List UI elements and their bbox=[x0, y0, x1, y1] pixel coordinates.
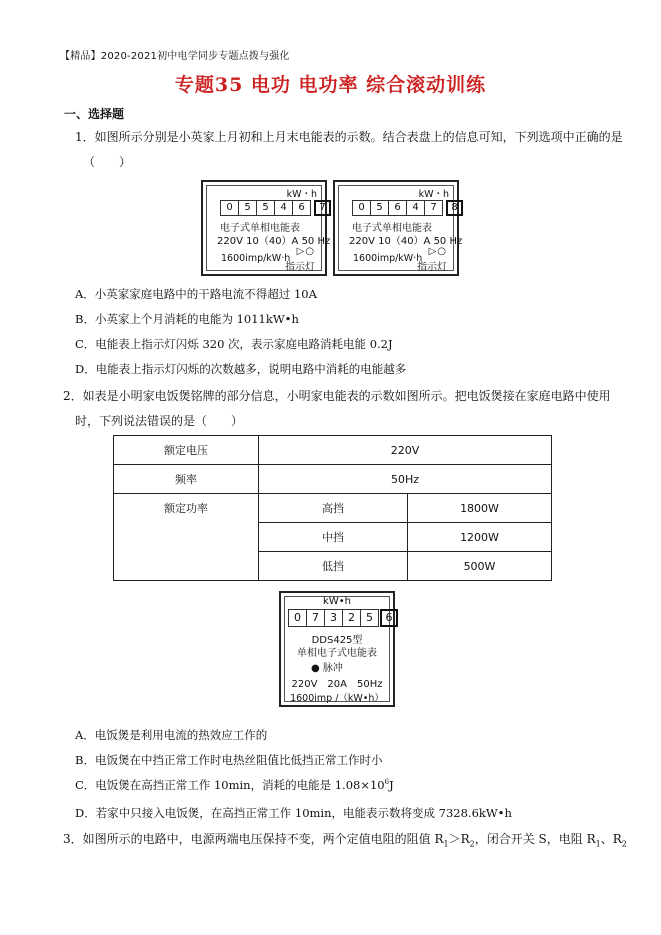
table-cell: 50Hz bbox=[259, 465, 552, 494]
meter-unit: kW・h bbox=[286, 189, 317, 200]
table-cell: 中挡 bbox=[259, 523, 408, 552]
meter-spec: 220V 10（40）A 50 Hz bbox=[217, 236, 331, 247]
q3-part: ＞R bbox=[448, 832, 470, 846]
question-3-text bbox=[63, 830, 627, 853]
table-cell: 220V bbox=[259, 436, 552, 465]
q3-sub: 2 bbox=[621, 839, 627, 849]
q3-part: 、R bbox=[600, 832, 622, 846]
meter-name: 电子式单相电能表 bbox=[220, 223, 300, 234]
option-c-text: C．电饭煲在高挡正常工作 10min，消耗的电能是 1.08×10 bbox=[75, 778, 385, 792]
q3-sub: 2 bbox=[469, 839, 475, 849]
table-row bbox=[114, 494, 552, 523]
question-1-text: 1．如图所示分别是小英家上月初和上月末电能表的示数。结合表盘上的信息可知，下列选项中正确的是 bbox=[75, 130, 623, 144]
question-1-option-b: B．小英家上个月消耗的电能为 1011kW•h bbox=[75, 312, 299, 326]
meter-digit-decimal: 7 bbox=[314, 200, 331, 216]
rice-cooker-spec-table bbox=[113, 435, 552, 581]
indicator-label: 指示灯 bbox=[417, 262, 447, 273]
option-c-unit: J bbox=[389, 778, 394, 792]
meter-imp: 1600imp /（kW•h） bbox=[290, 693, 384, 704]
meter-digit: 5 bbox=[256, 200, 275, 216]
meter-digit: 0 bbox=[220, 200, 239, 216]
q3-part: 3．如图所示的电路中，电源两端电压保持不变，两个定值电阻的阻值 R bbox=[63, 832, 444, 846]
question-1-option-c: C．电能表上指示灯闪烁 320 次，表示家庭电路消耗电能 0.2J bbox=[75, 337, 393, 351]
option-c-superscript: 6 bbox=[384, 778, 390, 787]
meter-digit: 6 bbox=[388, 200, 407, 216]
meter-digit: 5 bbox=[370, 200, 389, 216]
meter-digits bbox=[352, 200, 462, 216]
electric-meter-q2 bbox=[279, 591, 395, 707]
meter-digits bbox=[220, 200, 330, 216]
table-cell: 低挡 bbox=[259, 552, 408, 581]
meter-digit: 3 bbox=[324, 609, 343, 627]
meter-digit: 4 bbox=[406, 200, 425, 216]
table-cell: 1200W bbox=[408, 523, 552, 552]
question-2-option-d: D．若家中只接入电饭煲，在高挡正常工作 10min，电能表示数将变成 7328.6kW•h bbox=[75, 806, 512, 820]
table-row bbox=[114, 436, 552, 465]
table-cell: 频率 bbox=[114, 465, 259, 494]
table-cell: 额定电压 bbox=[114, 436, 259, 465]
question-1-option-d: D．电能表上指示灯闪烁的次数越多，说明电路中消耗的电能越多 bbox=[75, 362, 407, 376]
meter-digit: 7 bbox=[306, 609, 325, 627]
table-cell: 1800W bbox=[408, 494, 552, 523]
meter-digit: 5 bbox=[238, 200, 257, 216]
meter-digit: 5 bbox=[360, 609, 379, 627]
table-cell: 500W bbox=[408, 552, 552, 581]
meter-imp: 1600imp/kW·h bbox=[353, 253, 423, 264]
electric-meter-end bbox=[333, 180, 463, 276]
question-2-text-cont: 时，下列说法错误的是（ ） bbox=[75, 414, 244, 428]
question-1-blank: （ ） bbox=[83, 155, 132, 169]
indicator-light-icon: ▷○ bbox=[428, 246, 447, 257]
meter-unit: kW・h bbox=[418, 189, 449, 200]
meter-digit: 0 bbox=[352, 200, 371, 216]
table-row bbox=[114, 465, 552, 494]
meter-spec: 220V 10（40）A 50 Hz bbox=[349, 236, 463, 247]
question-2-option-a: A．电饭煲是利用电流的热效应工作的 bbox=[75, 728, 268, 742]
meter-model: DDS425型 bbox=[311, 635, 363, 646]
meter-spec: 220V 20A 50Hz bbox=[291, 679, 383, 690]
question-2-text: 2．如表是小明家电饭煲铭牌的部分信息，小明家电能表的示数如图所示。把电饭煲接在家庭电路中使用 bbox=[63, 389, 611, 403]
page-title: 专题35 电功 电功率 综合滚动训练 bbox=[174, 74, 487, 96]
meter-name: 单相电子式电能表 bbox=[297, 648, 377, 659]
meter-unit: kW•h bbox=[323, 596, 351, 607]
section-heading: 一、选择题 bbox=[64, 107, 125, 121]
meter-digit: 6 bbox=[292, 200, 311, 216]
meter-digit-decimal: 6 bbox=[380, 609, 398, 627]
doc-header: 【精品】2020-2021初中电学同步专题点拨与强化 bbox=[60, 51, 290, 62]
q3-sub: 1 bbox=[443, 839, 449, 849]
meter-digit: 2 bbox=[342, 609, 361, 627]
q3-part: ，闭合开关 S，电阻 R bbox=[474, 832, 596, 846]
question-1-option-a: A．小英家家庭电路中的干路电流不得超过 10A bbox=[75, 287, 317, 301]
meter-digit: 7 bbox=[424, 200, 443, 216]
electric-meter-start bbox=[201, 180, 331, 276]
meter-digit: 4 bbox=[274, 200, 293, 216]
meter-digit: 0 bbox=[288, 609, 307, 627]
q3-sub: 1 bbox=[595, 839, 601, 849]
meter-pulse: ● 脉冲 bbox=[311, 663, 343, 674]
meter-digits bbox=[288, 609, 397, 627]
meter-imp: 1600imp/kW·h bbox=[221, 253, 291, 264]
meter-digit-decimal: 8 bbox=[446, 200, 463, 216]
table-cell: 高挡 bbox=[259, 494, 408, 523]
indicator-label: 指示灯 bbox=[285, 262, 315, 273]
indicator-light-icon: ▷○ bbox=[296, 246, 315, 257]
meter-name: 电子式单相电能表 bbox=[352, 223, 432, 234]
table-cell: 额定功率 bbox=[114, 494, 259, 581]
question-2-option-b: B．电饭煲在中挡正常工作时电热丝阻值比低挡正常工作时小 bbox=[75, 753, 383, 767]
question-2-option-c bbox=[75, 777, 394, 793]
